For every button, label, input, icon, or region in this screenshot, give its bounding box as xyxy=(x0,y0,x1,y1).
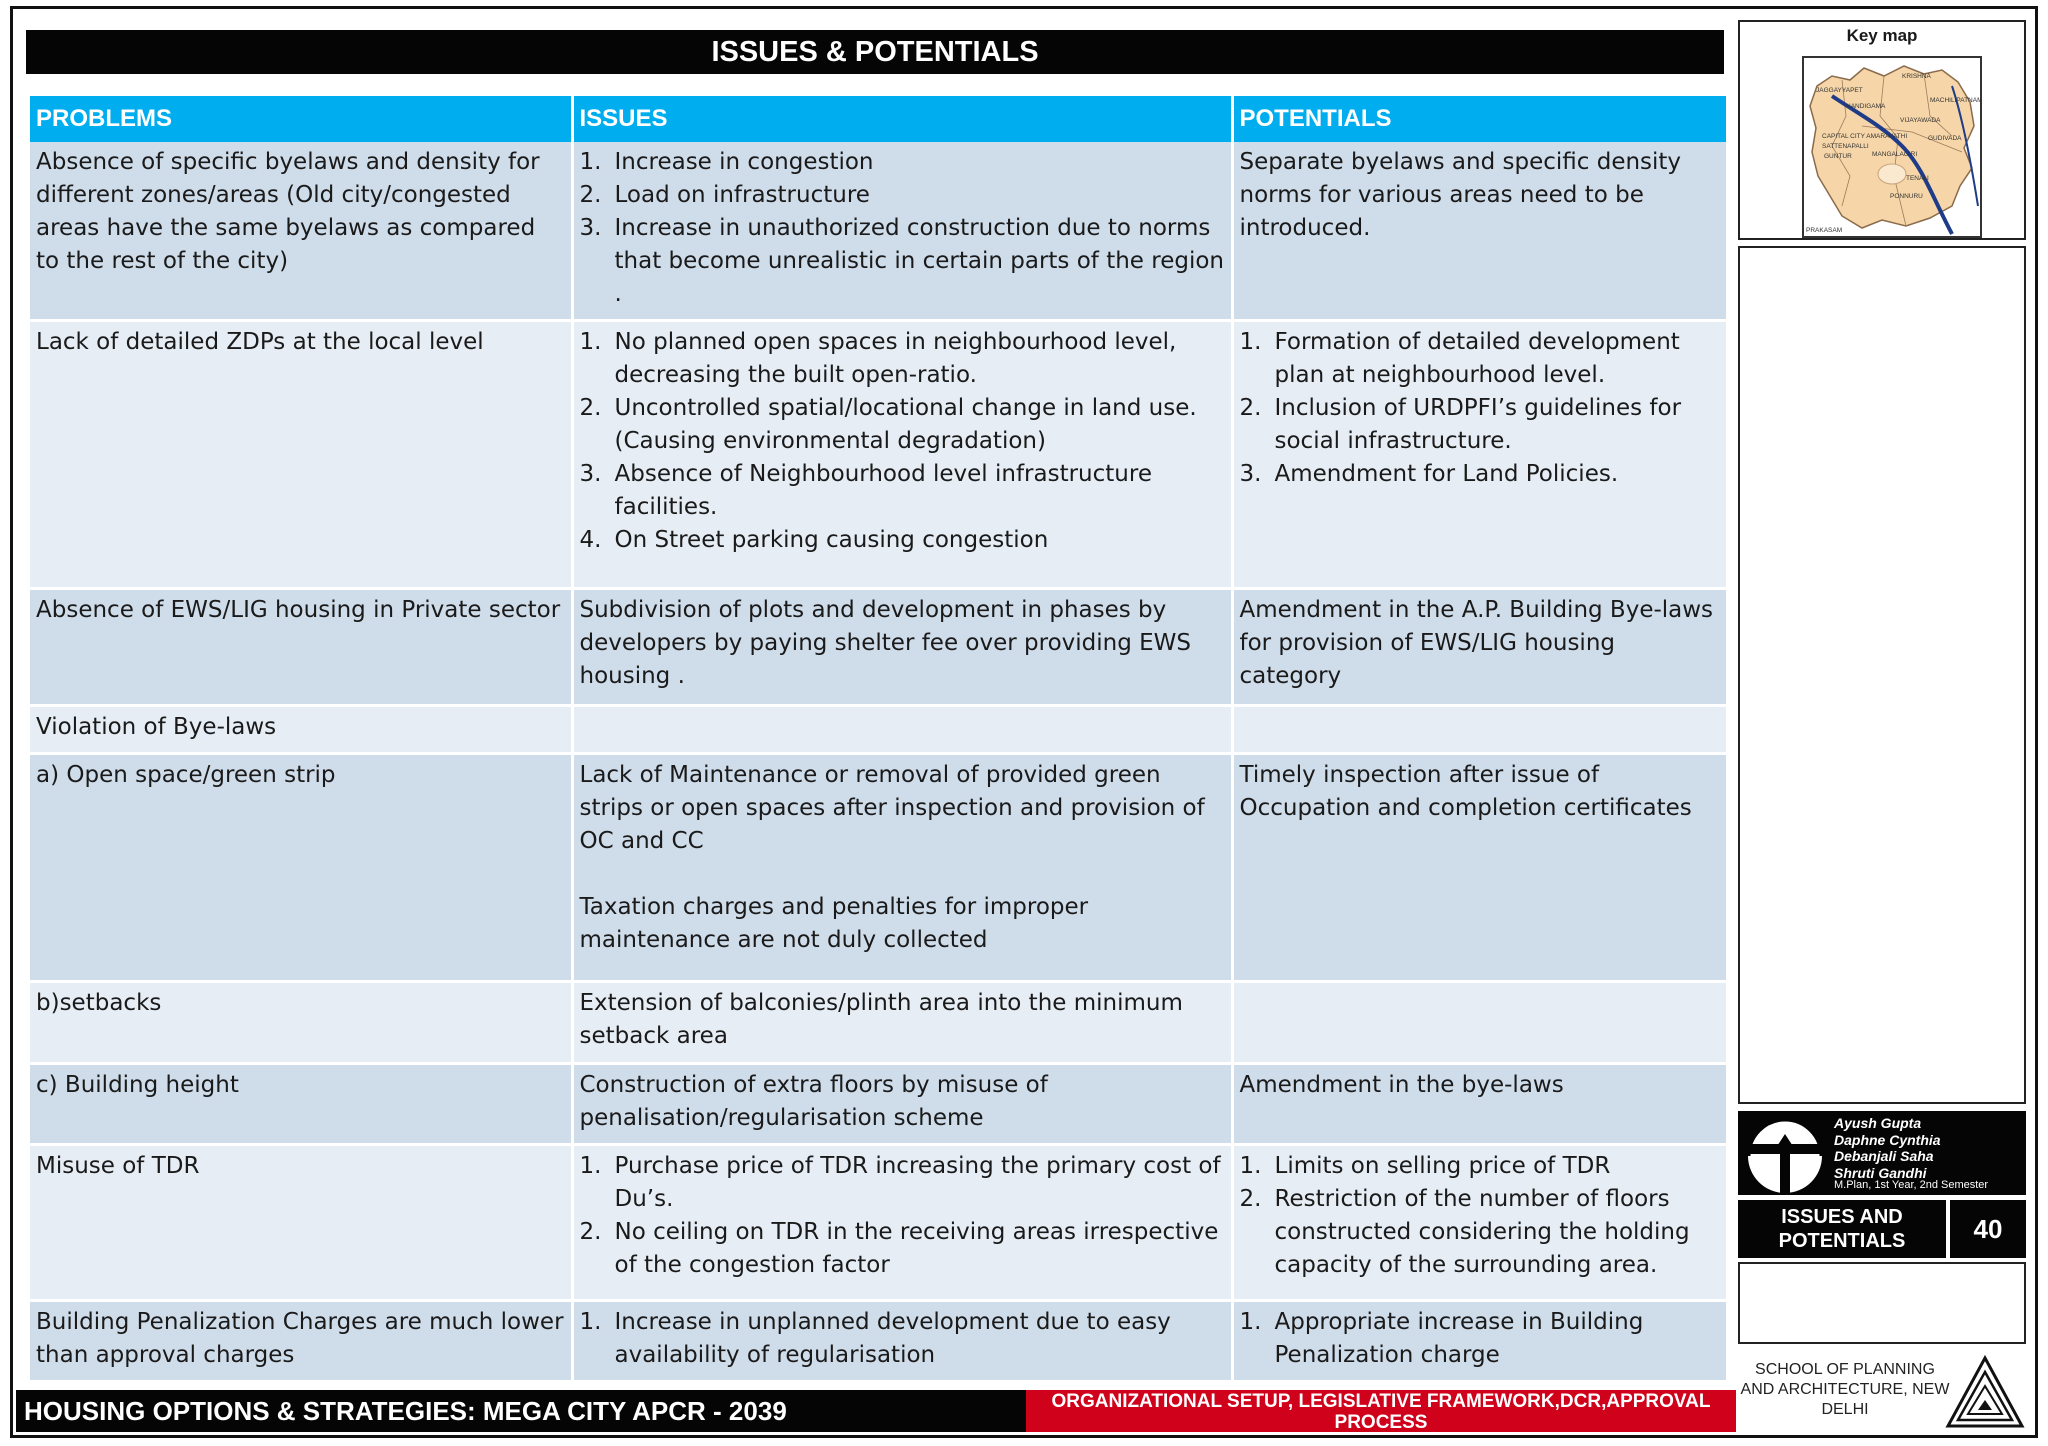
list-item: 1. Appropriate increase in Building Penalization charge xyxy=(1239,1309,1644,1368)
map-label: GUNTUR xyxy=(1824,153,1852,160)
map-label: CAPITAL CITY AMARAVATHI xyxy=(1822,133,1908,140)
list-item: 1. Increase in unplanned development due to easy availability of regularisation xyxy=(579,1309,1171,1368)
key-map-image xyxy=(1802,56,1982,238)
potentials-cell xyxy=(1232,321,1726,589)
map-label: VIJAYAWADA xyxy=(1900,117,1941,124)
semester-label: M.Plan, 1st Year, 2nd Semester xyxy=(1834,1179,1989,1191)
list-item: 4. On Street parking causing congestion xyxy=(579,527,1049,553)
table-header-row xyxy=(30,96,1726,142)
author-name: Ayush Gupta xyxy=(1834,1115,1922,1131)
issues-cell xyxy=(572,1301,1232,1382)
table-row xyxy=(30,982,1726,1064)
credits-block xyxy=(1738,1111,2026,1195)
author-name: Shruti Gandhi xyxy=(1834,1164,1927,1181)
table-row xyxy=(30,1145,1726,1301)
list-item: 1. Increase in congestion xyxy=(579,149,874,175)
issues-list xyxy=(580,326,1225,557)
map-label: MANGALAGIRI xyxy=(1872,151,1918,158)
footer-section-title: ORGANIZATIONAL SETUP, LEGISLATIVE FRAMEWORK,DCR,APPROVAL PROCESS xyxy=(1026,1390,1736,1432)
key-map-box xyxy=(1738,20,2026,240)
issue-text: Lack of Maintenance or removal of provided green strips or open spaces after inspection and provision of OC and CC xyxy=(579,762,1205,854)
author-names xyxy=(1834,1115,1941,1181)
issue-text: Taxation charges and penalties for improper maintenance are not duly collected xyxy=(579,894,1089,953)
list-item: 1. Formation of detailed development plan at neighbourhood level. xyxy=(1239,329,1680,388)
list-item: 2. Load on infrastructure xyxy=(579,182,870,208)
notes-box xyxy=(1738,246,2026,1104)
problem-cell: Lack of detailed ZDPs at the local level xyxy=(30,321,572,589)
problem-cell: Absence of specific byelaws and density for different zones/areas (Old city/congested areas have the same byelaws as compared to the rest of the city) xyxy=(30,142,572,321)
issues-cell xyxy=(572,706,1232,754)
problem-cell: Absence of EWS/LIG housing in Private sector xyxy=(30,589,572,706)
list-item: 3. Absence of Neighbourhood level infrastructure facilities. xyxy=(579,461,1152,520)
table-row xyxy=(30,589,1726,706)
issues-cell: Subdivision of plots and development in phases by developers by paying shelter fee over providing EWS housing . xyxy=(572,589,1232,706)
list-item: 3. Amendment for Land Policies. xyxy=(1239,461,1619,487)
issues-cell: Extension of balconies/plinth area into the minimum setback area xyxy=(572,982,1232,1064)
problem-cell: b)setbacks xyxy=(30,982,572,1064)
problem-cell: a) Open space/green strip xyxy=(30,754,572,982)
key-map-title: Key map xyxy=(1846,26,1918,45)
map-label: SATTENAPALLI xyxy=(1822,143,1869,150)
map-label: KRISHNA xyxy=(1902,73,1931,80)
list-item: 2. Inclusion of URDPFI’s guidelines for social infrastructure. xyxy=(1239,395,1682,454)
issues-table xyxy=(30,96,1726,1383)
author-name: Debanjali Saha xyxy=(1834,1148,1934,1164)
issues-cell xyxy=(572,754,1232,982)
issues-list xyxy=(580,1306,1225,1372)
potentials-cell: Amendment in the bye-laws xyxy=(1232,1064,1726,1145)
potentials-cell: Amendment in the A.P. Building Bye-laws for provision of EWS/LIG housing category xyxy=(1232,589,1726,706)
potentials-list xyxy=(1240,1306,1721,1372)
map-label: PONNURU xyxy=(1890,193,1923,200)
table-row xyxy=(30,321,1726,589)
potentials-list xyxy=(1240,1150,1721,1282)
potentials-cell xyxy=(1232,982,1726,1064)
spa-t-logo-icon xyxy=(1740,1114,1830,1194)
list-item: 1. No planned open spaces in neighbourhood level, decreasing the built open-ratio. xyxy=(579,329,1177,388)
table-row xyxy=(30,1301,1726,1382)
sheet-number: 40 xyxy=(1950,1200,2026,1258)
column-header-issues: ISSUES xyxy=(572,96,1232,142)
spa-triangle-logo-icon xyxy=(1944,1354,2026,1430)
author-name: Daphne Cynthia xyxy=(1834,1131,1941,1148)
sheet-title: ISSUES AND POTENTIALS xyxy=(1738,1200,1946,1258)
list-item: 1. Limits on selling price of TDR xyxy=(1239,1153,1611,1179)
map-label: TENALI xyxy=(1906,175,1929,182)
table-row xyxy=(30,706,1726,754)
table-row xyxy=(30,1064,1726,1145)
issues-list xyxy=(580,146,1225,311)
blank-box xyxy=(1738,1262,2026,1344)
issues-cell: Construction of extra floors by misuse of penalisation/regularisation scheme xyxy=(572,1064,1232,1145)
list-item: 2. No ceiling on TDR in the receiving areas irrespective of the congestion factor xyxy=(579,1219,1219,1278)
problem-cell: Building Penalization Charges are much lower than approval charges xyxy=(30,1301,572,1382)
table-row xyxy=(30,142,1726,321)
issues-cell xyxy=(572,1145,1232,1301)
potentials-cell xyxy=(1232,1145,1726,1301)
problem-cell: Misuse of TDR xyxy=(30,1145,572,1301)
potentials-cell: Separate byelaws and specific density norms for various areas need to be introduced. xyxy=(1232,142,1726,321)
problem-cell: c) Building height xyxy=(30,1064,572,1145)
issues-list xyxy=(580,1150,1225,1282)
school-name: SCHOOL OF PLANNING AND ARCHITECTURE, NEW DELHI xyxy=(1740,1361,1950,1418)
list-item: 3. Increase in unauthorized construction due to norms that become unrealistic in certain parts of the region . xyxy=(579,215,1224,307)
potentials-cell: Timely inspection after issue of Occupation and completion certificates xyxy=(1232,754,1726,982)
issues-cell xyxy=(572,321,1232,589)
map-label: PRAKASAM xyxy=(1806,227,1843,234)
list-item: 2. Uncontrolled spatial/locational change in land use. (Causing environmental degradation) xyxy=(579,395,1197,454)
list-item: 1. Purchase price of TDR increasing the primary cost of Du’s. xyxy=(579,1153,1221,1212)
column-header-problems: PROBLEMS xyxy=(30,96,572,142)
footer-project-title: HOUSING OPTIONS & STRATEGIES: MEGA CITY APCR - 2039 xyxy=(16,1390,1026,1432)
column-header-potentials: POTENTIALS xyxy=(1232,96,1726,142)
table-row xyxy=(30,754,1726,982)
potentials-cell xyxy=(1232,706,1726,754)
potentials-cell xyxy=(1232,1301,1726,1382)
map-label: MACHILIPATNAM xyxy=(1930,97,1982,104)
map-label: NANDIGAMA xyxy=(1846,103,1886,110)
problem-cell: Violation of Bye-laws xyxy=(30,706,572,754)
issues-cell xyxy=(572,142,1232,321)
page-title: ISSUES & POTENTIALS xyxy=(26,30,1724,74)
potentials-list xyxy=(1240,326,1721,491)
list-item: 2. Restriction of the number of floors constructed considering the holding capacity of the surrounding area. xyxy=(1239,1186,1690,1278)
map-label: JAGGAYYAPET xyxy=(1816,87,1863,94)
map-label: GUDIVADA xyxy=(1928,135,1962,142)
